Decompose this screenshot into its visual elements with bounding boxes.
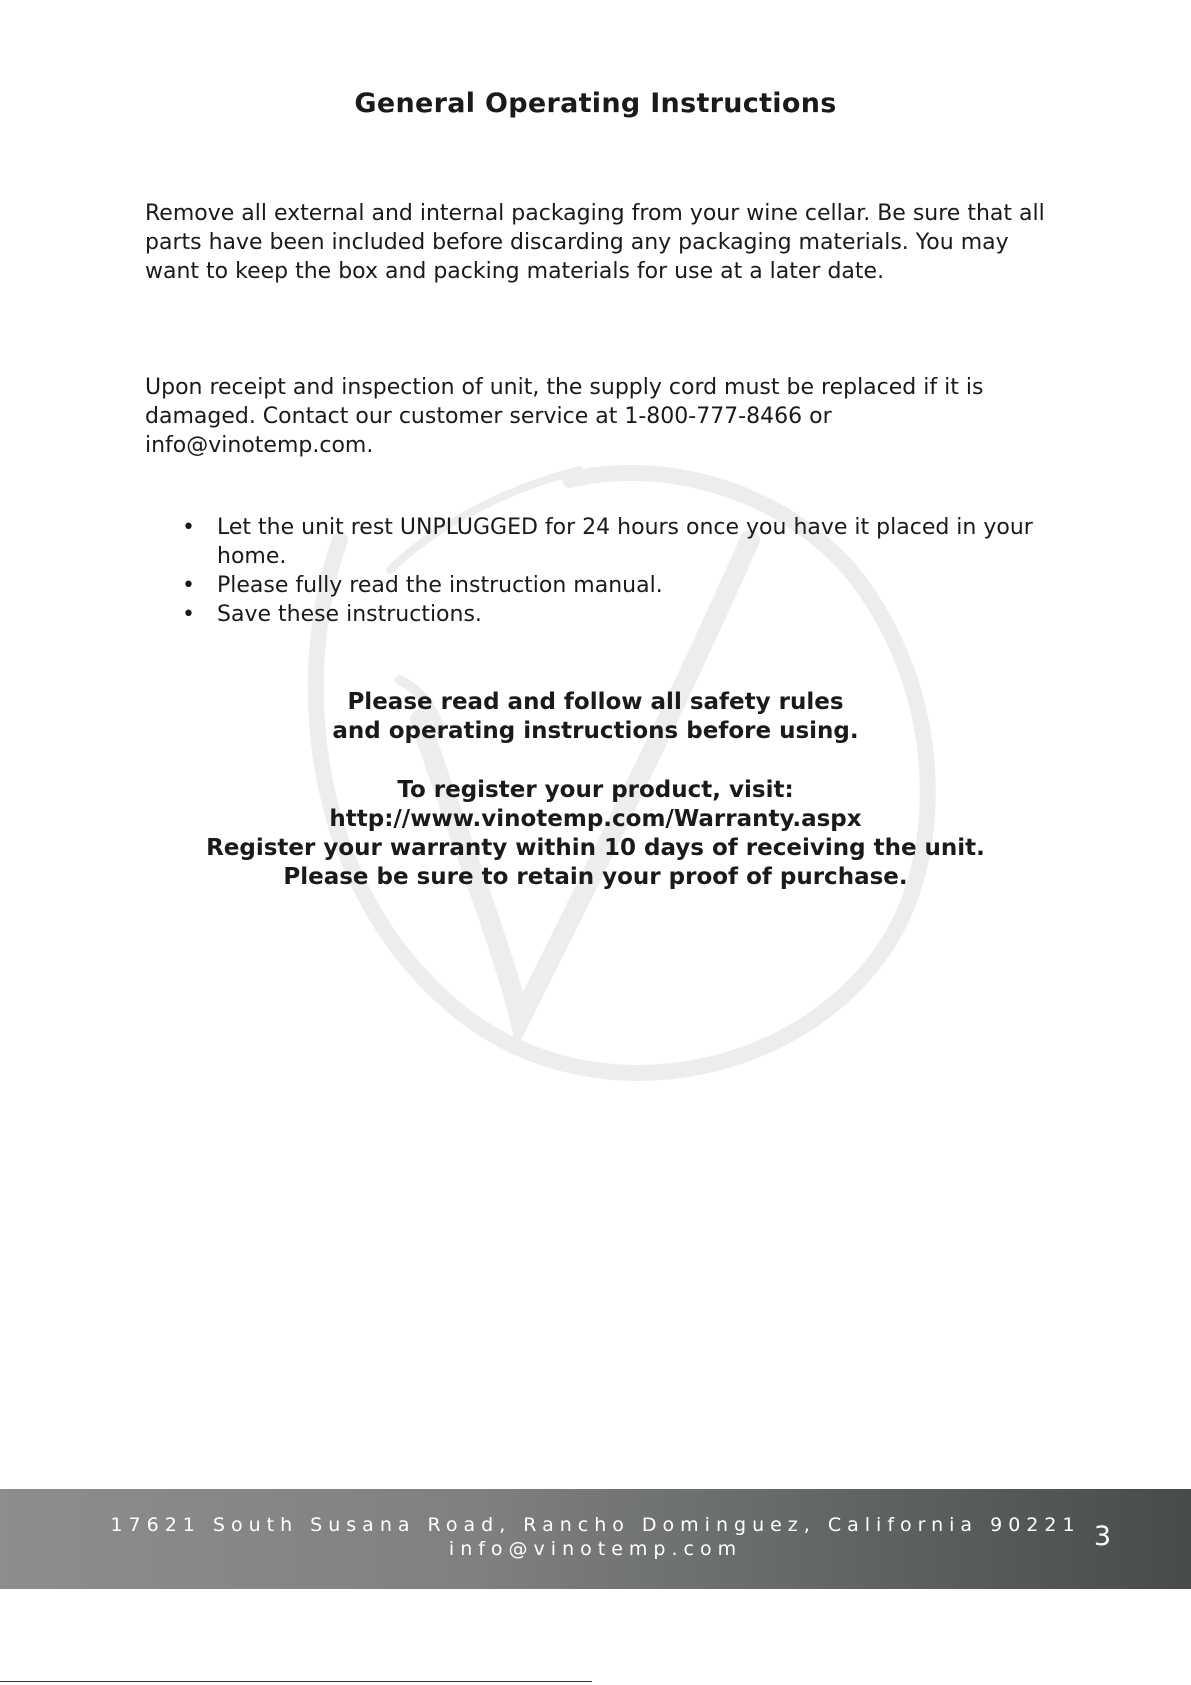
list-item (145, 571, 1055, 600)
list-item-text: Save these instructions. (217, 602, 482, 627)
footer-address: 17621 South Susana Road, Rancho Dominguez, California 90221 (110, 1514, 1081, 1536)
footer-email: info@vinotemp.com (448, 1538, 743, 1560)
bullet-icon: • (182, 515, 195, 540)
safety-notice-line: Please read and follow all safety rules (347, 689, 844, 715)
packaging-paragraph: Remove all external and internal packaging from your wine cellar. Be sure that all parts have been included before discarding any packaging materials. You may want to keep the box and packing materials for use at a later date. (145, 201, 1045, 284)
bullet-icon: • (182, 573, 195, 598)
warranty-link[interactable]: http://www.vinotemp.com/Warranty.aspx (329, 806, 862, 832)
list-item-text: Please fully read the instruction manual. (217, 573, 663, 598)
page-title: General Operating Instructions (354, 88, 837, 119)
bottom-divider (0, 1681, 592, 1682)
supply-cord-paragraph: Upon receipt and inspection of unit, the supply cord must be replaced if it is damaged. Contact our customer service at 1-800-777-8466 or info@vinotemp.com. (145, 375, 984, 458)
page-number: 3 (1093, 1521, 1111, 1552)
proof-of-purchase-note: Please be sure to retain your proof of purchase. (283, 864, 908, 890)
list-item (145, 600, 1055, 629)
instruction-list (145, 513, 1055, 629)
registration-deadline: Register your warranty within 10 days of receiving the unit. (206, 835, 985, 861)
list-item-text: Let the unit rest UNPLUGGED for 24 hours once you have it placed in your home. (217, 515, 1033, 569)
registration-notice (0, 776, 1191, 892)
safety-notice-line: and operating instructions before using. (332, 718, 859, 744)
bullet-icon: • (182, 602, 195, 627)
footer-contact (0, 1513, 1191, 1561)
registration-intro: To register your product, visit: (397, 777, 794, 803)
footer-band (0, 1489, 1191, 1589)
safety-notice (0, 688, 1191, 746)
list-item (145, 513, 1055, 571)
